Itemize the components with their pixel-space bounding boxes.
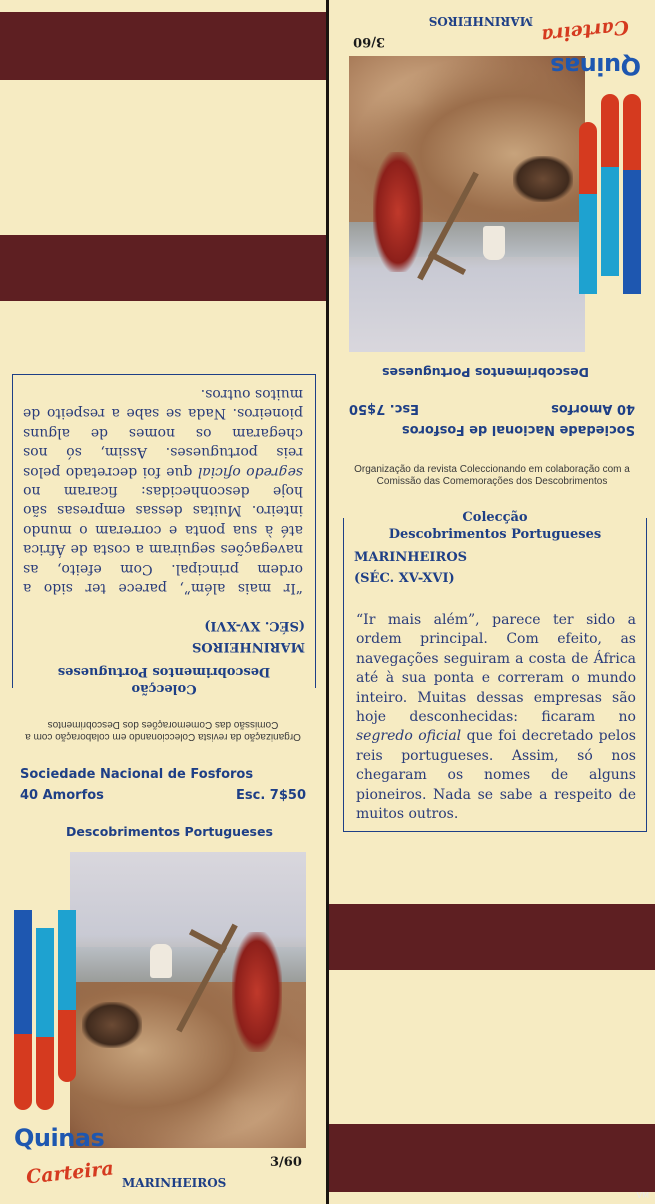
artwork-image [70,852,306,1148]
publisher-name: Sociedade Nacional de Fosforos [20,767,254,782]
collection-subtitle-line1: MARINHEIROS [191,639,305,654]
price: Esc. 7$50 [236,788,306,803]
collection-title-line1: Colecção [131,681,197,696]
publisher-name: Sociedade Nacional de Fosforos [401,422,635,437]
stylized-bars-logo-icon [571,94,641,294]
collection-title-line2: Descobrimentos Portugueses [57,664,271,679]
org-note-line: Comissão das Comemorações dos Descobrimentos [376,476,608,487]
brand-script: Carteira [25,1157,115,1189]
stylized-bars-logo-icon [14,910,84,1110]
collection-subtitle [192,615,305,657]
org-note [12,718,314,742]
art-kneeling-figure [513,156,573,202]
body-part-1: “Ir mais além”, parece ter sido a ordem principal. Com efeito, as navegações seguiram a costa de África até à sua ponta e correram o mundo inteiro. Muitas dessas empresas são hoje desconhecidas: ficaram no [23,482,303,596]
collection-title [344,509,646,543]
series-heading: Descobrimentos Portugueses [382,365,589,380]
body-part-2: que foi decretado pelos reis portugueses. Assim, só nos chegaram os nomes de alguns pioneiros. Nada se sabe a respeito de muitos outros. [23,385,303,480]
collection-subtitle [354,547,467,589]
publisher-block [349,398,635,440]
match-count: 40 Amorfos [20,788,104,803]
brand-name: Quinas [550,52,641,80]
brand-name: Quinas [14,1124,105,1152]
card-number: 3/60 [270,1155,302,1170]
collector-signature: VM [636,1191,649,1200]
collection-title [13,663,315,697]
body-italic: segredo oficial [197,463,303,480]
artwork-image [349,56,585,352]
collection-subtitle-line1: MARINHEIROS [354,550,468,565]
collection-box [12,374,316,696]
art-red-figure [232,932,282,1052]
org-note-line: Organização da revista Coleccionando em colaboração com a [354,464,630,475]
art-red-figure [373,152,423,272]
card-number: 3/60 [353,34,385,49]
collection-title-line1: Colecção [462,510,528,525]
collection-body-text [23,384,303,597]
card-title: MARINHEIROS [428,14,533,28]
body-italic: segredo oficial [356,728,462,745]
collection-title-line2: Descobrimentos Portugueses [388,527,602,542]
art-kneeling-figure [82,1002,142,1048]
publisher-block [20,764,306,806]
collection-subtitle-line2: (SÉC. XV-XVI) [354,571,455,586]
series-heading: Descobrimentos Portugueses [66,824,273,839]
body-part-2: que foi decretado pelos reis portugueses. Assim, só nos chegaram os nomes de alguns pioneiros. Nada se sabe a respeito de muitos outros. [356,728,636,823]
art-figure [483,226,505,260]
match-count: 40 Amorfos [551,401,635,416]
brand-script: Carteira [540,15,630,47]
collection-box [343,510,647,832]
org-note [341,464,643,488]
matchbox-right-panel [329,0,655,1204]
art-figure [150,944,172,978]
org-note-line: Comissão das Comemorações dos Descobrimentos [47,719,279,730]
collection-body-text [356,611,636,824]
price: Esc. 7$50 [349,401,419,416]
card-title: MARINHEIROS [122,1176,227,1190]
collection-subtitle-line2: (SÉC. XV-XVI) [204,618,305,633]
org-note-line: Organização da revista Coleccionando em colaboração com a [25,731,301,742]
matchbox-left-panel [0,0,326,1204]
body-part-1: “Ir mais além”, parece ter sido a ordem principal. Com efeito, as navegações seguiram a costa de África até à sua ponta e correram o mundo inteiro. Muitas dessas empresas são hoje desconhecidas: ficaram no [356,612,636,726]
